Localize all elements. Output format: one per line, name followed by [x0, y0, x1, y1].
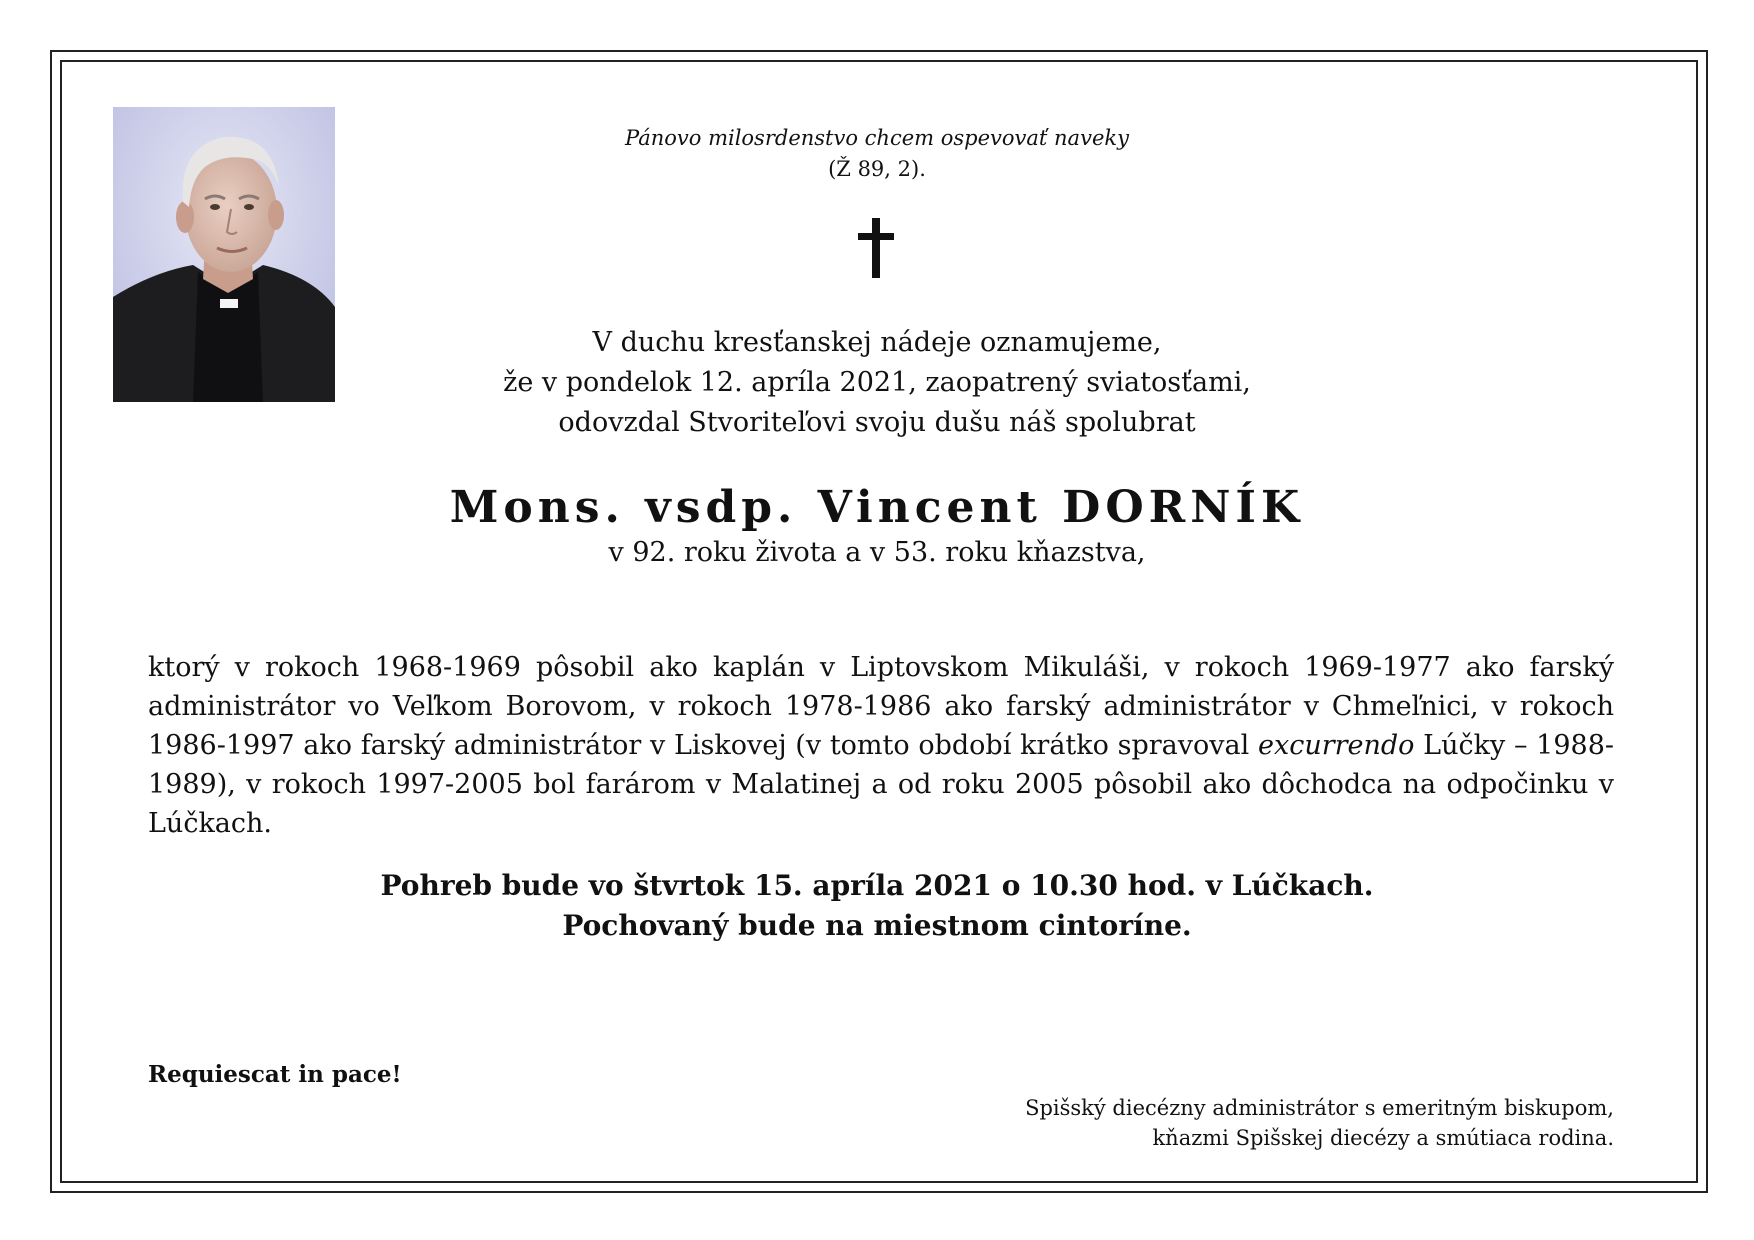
funeral-info	[0, 866, 1754, 946]
announcement-intro	[0, 323, 1754, 443]
biography-italic-term: excurrendo	[1258, 730, 1415, 761]
signature-line: kňazmi Spišskej diecézy a smútiaca rodina.	[1152, 1126, 1614, 1150]
intro-line: odovzdal Stvoriteľovi svoju dušu náš spolubrat	[558, 407, 1196, 438]
motto-reference: (Ž 89, 2).	[828, 157, 926, 181]
closing-phrase: Requiescat in pace!	[148, 1061, 402, 1088]
motto-text: Pánovo milosrdenstvo chcem ospevovať naveky	[625, 126, 1129, 150]
biography-text: ktorý v rokoch 1968-1969 pôsobil ako kaplán v Liptovskom Mikuláši, v rokoch 1969-1977 ako farský administrátor vo Veľkom Borovom, v rokoch 1978-1986 ako farský administrátor v Chmeľnici, v rokoch 1986-1997 ako farský administrátor v Liskovej (v tomto období krátko spravoval	[148, 652, 1614, 761]
age-line: v 92. roku života a v 53. roku kňazstva,	[608, 537, 1146, 568]
intro-line: V duchu kresťanskej nádeje oznamujeme,	[592, 327, 1162, 358]
funeral-line: Pochovaný bude na miestnom cintoríne.	[562, 909, 1192, 942]
intro-line: že v pondelok 12. apríla 2021, zaopatrený sviatosťami,	[503, 367, 1251, 398]
signature-block	[1025, 1093, 1614, 1153]
biography-text: Lúčky – 1988-1989), v rokoch 1997-2005 bol farárom v Malatinej a od roku 2005 pôsobil ako dôchodca na odpočinku v Lúčkach.	[148, 730, 1615, 839]
deceased-name: Mons. vsdp. Vincent DORNÍK	[449, 482, 1305, 533]
latin-cross-icon	[856, 218, 896, 278]
signature-line: Spišský diecézny administrátor s emeritným biskupom,	[1025, 1096, 1614, 1120]
biography-paragraph	[148, 648, 1614, 843]
funeral-line: Pohreb bude vo štvrtok 15. apríla 2021 o 10.30 hod. v Lúčkach.	[380, 869, 1374, 902]
